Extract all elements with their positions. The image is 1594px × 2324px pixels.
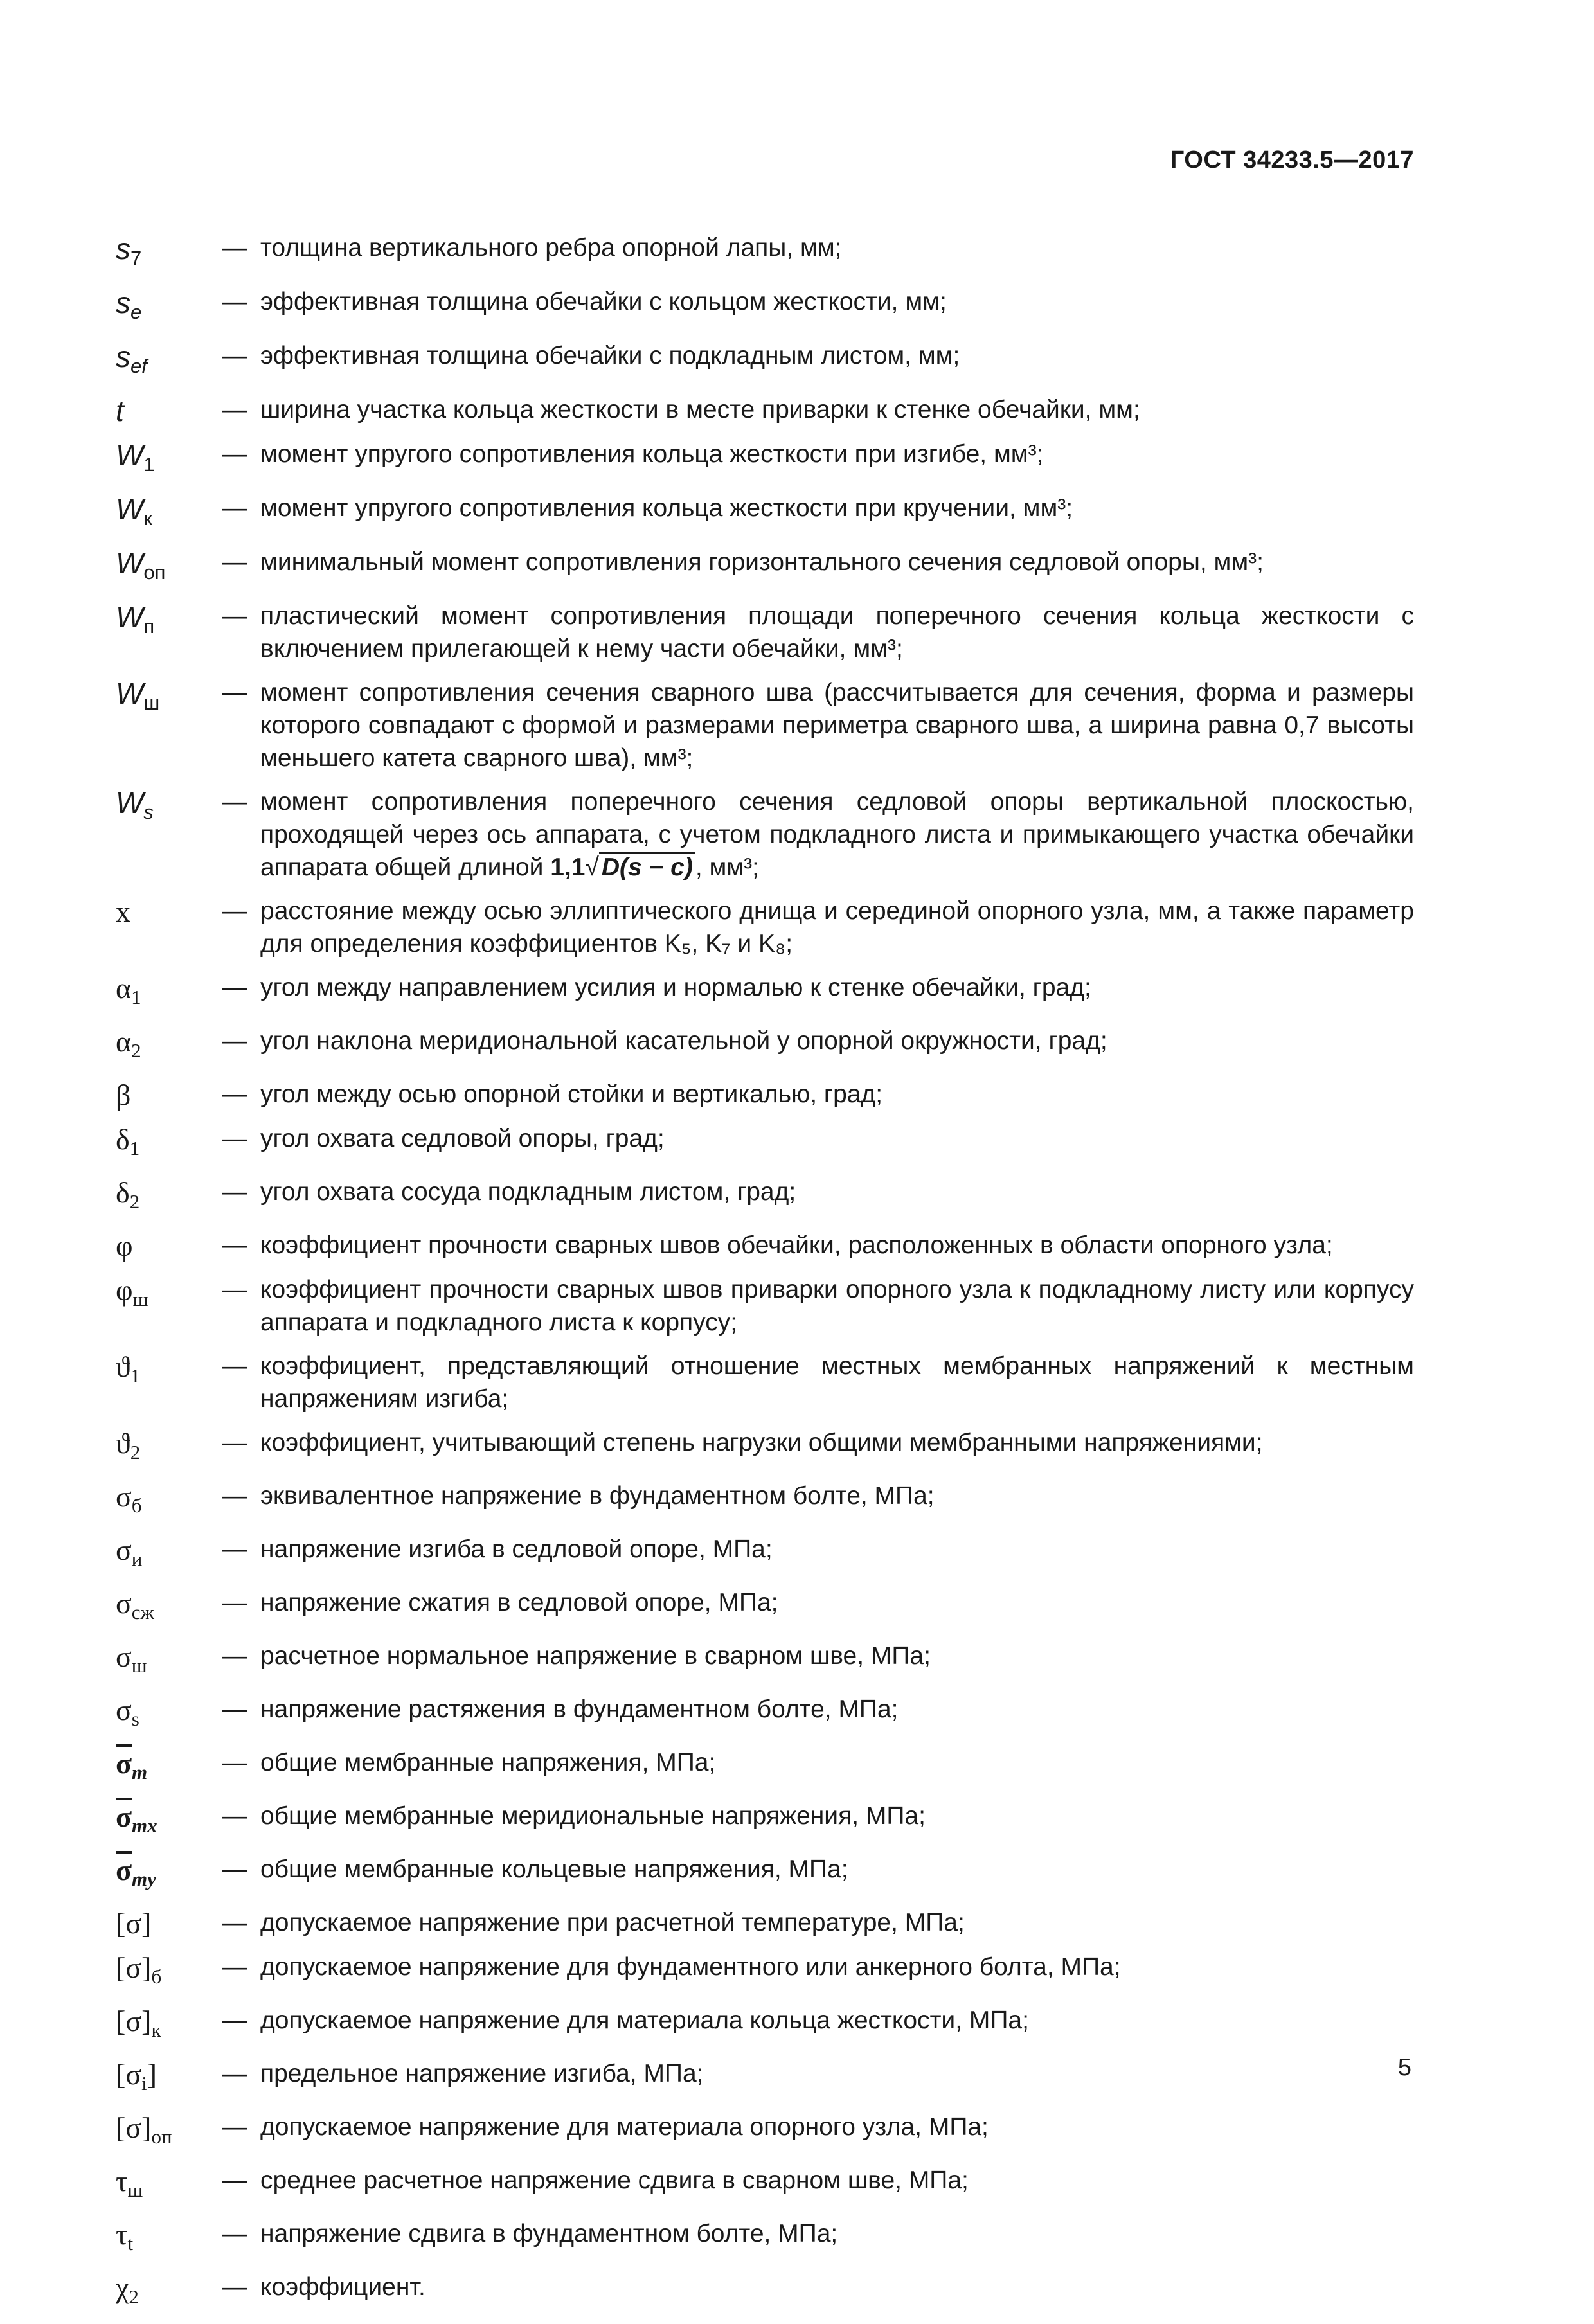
definition-dash: —: [222, 1909, 247, 1936]
symbol-main: W: [116, 546, 144, 580]
definition-text-main: угол наклона меридиональной касательной у опорной окружности, град;: [260, 1027, 1107, 1055]
symbol-main: W: [116, 438, 144, 472]
symbol-main: τ: [116, 2165, 128, 2197]
definition-text: [260, 1533, 1414, 1566]
definition-dash: —: [222, 602, 247, 630]
definition-text-main: напряжение сдвига в фундаментном болте, МПа;: [260, 2220, 838, 2248]
definition-row: [116, 1533, 1414, 1575]
definition-dash: —: [222, 1027, 247, 1055]
symbol-subscript: ш: [131, 1654, 147, 1677]
definition-text-tail: , мм³;: [695, 854, 759, 881]
definition-dash: —: [222, 2113, 247, 2141]
symbol: [116, 1586, 222, 1629]
definition-row: [116, 600, 1414, 665]
symbol-subscript: 7: [130, 247, 142, 269]
definition-dash: —: [222, 1695, 247, 1723]
symbol-subscript: i: [141, 2072, 147, 2095]
definition-text-main: расстояние между осью эллиптического днища и серединой опорного узла, мм, а также параметр для определения коэффициентов K₅, K₇ и K₈;: [260, 897, 1414, 958]
symbol: [116, 1229, 222, 1262]
definition-text: [260, 2057, 1414, 2090]
definition-dash: —: [222, 2273, 247, 2301]
definition-dash: —: [222, 897, 247, 925]
definition-text: [260, 600, 1414, 665]
symbol: [116, 492, 222, 535]
definition-text: [260, 895, 1414, 960]
definition-text: [260, 1800, 1414, 1832]
symbol-subscript: оп: [151, 2125, 172, 2148]
symbol-main: [σ]: [116, 1907, 152, 1940]
symbol: [116, 1906, 222, 1940]
definition-row: [116, 2057, 1414, 2100]
definition-row: [116, 1273, 1414, 1339]
definition-text-main: момент сопротивления поперечного сечения седловой опоры вертикальной плоскостью, проходящей через ось аппарата, с учетом подкладного листа и примыкающего участка обечайки аппарата общей длиной: [260, 788, 1414, 881]
definition-dash: —: [222, 1125, 247, 1152]
symbol-main: [σ]: [116, 1951, 152, 1984]
definition-row: [116, 971, 1414, 1014]
symbol-main: σ: [116, 1533, 132, 1566]
definition-dash: —: [222, 2060, 247, 2087]
definition-text: [260, 1951, 1414, 1983]
definition-dash: —: [222, 548, 247, 576]
definition-text-main: коэффициент.: [260, 2273, 425, 2301]
symbol-main: W: [116, 600, 144, 634]
symbol-subscript: оп: [143, 561, 166, 584]
symbol: [116, 1951, 222, 1993]
definition-text: [260, 1122, 1414, 1155]
definition-dash: —: [222, 1231, 247, 1259]
symbol-subscript: сж: [131, 1601, 154, 1623]
symbol: [116, 895, 222, 928]
definition-text-main: эквивалентное напряжение в фундаментном болте, МПа;: [260, 1482, 935, 1510]
definition-text-main: момент упругого сопротивления кольца жесткости при изгибе, мм³;: [260, 440, 1044, 468]
definition-row: [116, 393, 1414, 427]
symbol-main: φ: [116, 1229, 133, 1262]
definition-dash: —: [222, 440, 247, 468]
symbol-subscript: mx: [132, 1814, 157, 1837]
definition-row: [116, 2271, 1414, 2313]
symbol-main: σ: [116, 1640, 132, 1673]
formula-coefficient: 1,1: [550, 854, 586, 881]
definition-dash: —: [222, 1802, 247, 1830]
definition-text: [260, 1229, 1414, 1262]
definition-row: [116, 492, 1414, 535]
symbol-main: t: [116, 394, 124, 427]
symbol: [116, 1426, 222, 1469]
definition-text: [260, 438, 1414, 470]
definition-text: [260, 393, 1414, 426]
definition-text: [260, 971, 1414, 1004]
page-number: 5: [1397, 2054, 1411, 2081]
definition-row: [116, 895, 1414, 960]
definition-text-main: допускаемое напряжение для материала опорного узла, МПа;: [260, 2113, 989, 2141]
symbol-main: $\overline{\sigma}$: [116, 1747, 132, 1780]
definition-text-main: напряжение сжатия в седловой опоре, МПа;: [260, 1589, 778, 1616]
definition-dash: —: [222, 342, 247, 370]
symbol-subscript: ef: [130, 355, 147, 377]
symbol-subscript: к: [151, 2019, 161, 2041]
symbol-subscript: п: [143, 615, 155, 638]
symbol: [116, 2004, 222, 2046]
symbol: [116, 785, 222, 828]
definition-text: [260, 1078, 1414, 1111]
symbol-main: δ: [116, 1176, 130, 1209]
symbol-main: β: [116, 1078, 131, 1111]
definition-text-main: общие мембранные кольцевые напряжения, МПа;: [260, 1855, 848, 1883]
definition-text-main: общие мембранные напряжения, МПа;: [260, 1749, 716, 1776]
symbol: [116, 1479, 222, 1522]
definition-row: [116, 339, 1414, 382]
definition-text: [260, 285, 1414, 318]
symbol-subscript: 1: [143, 453, 155, 476]
definition-text-main: коэффициент, представляющий отношение местных мембранных напряжений к местным напряжениям изгиба;: [260, 1352, 1414, 1413]
symbol-main: χ: [116, 2271, 129, 2304]
definition-text: [260, 1586, 1414, 1619]
definition-row: [116, 785, 1414, 884]
symbol-main: $\overline{\sigma}$: [116, 1854, 132, 1886]
symbol-subscript: и: [131, 1548, 143, 1570]
definition-text-main: толщина вертикального ребра опорной лапы, мм;: [260, 234, 842, 262]
formula-radicand: D(s − c): [599, 852, 695, 881]
symbol-main: W: [116, 677, 144, 710]
definition-text: [260, 2271, 1414, 2303]
symbol-main: x: [116, 895, 130, 928]
definition-dash: —: [222, 679, 247, 706]
definition-dash: —: [222, 288, 247, 316]
symbol: [116, 1640, 222, 1682]
definitions-list: [116, 231, 1414, 2324]
definition-dash: —: [222, 1535, 247, 1563]
symbol: [116, 438, 222, 481]
definition-text: [260, 1479, 1414, 1512]
symbol-main: ϑ: [116, 1350, 130, 1383]
symbol: [116, 285, 222, 328]
symbol-subscript: 2: [131, 1039, 141, 1062]
definition-text-main: угол охвата седловой опоры, град;: [260, 1125, 665, 1152]
definition-text: [260, 676, 1414, 774]
symbol-subscript: 2: [129, 2285, 139, 2308]
symbol-subscript: б: [131, 1494, 142, 1517]
symbol-main: α: [116, 1025, 132, 1058]
definition-text-main: эффективная толщина обечайки с кольцом жесткости, мм;: [260, 288, 947, 316]
symbol: [116, 393, 222, 427]
definition-row: [116, 1175, 1414, 1218]
symbol: [116, 1122, 222, 1165]
definition-row: [116, 1586, 1414, 1629]
symbol-main: [σ]: [116, 2111, 152, 2144]
symbol-main: φ: [116, 1274, 133, 1307]
symbol-subscript: e: [130, 301, 142, 323]
definition-dash: —: [222, 1953, 247, 1981]
symbol-main: σ: [116, 1587, 132, 1620]
definition-text: [260, 1426, 1414, 1459]
definition-text-main: расчетное нормальное напряжение в сварном шве, МПа;: [260, 1642, 931, 1670]
symbol-main: ϑ: [116, 1427, 130, 1460]
definition-text-main: угол между осью опорной стойки и вертикалью, град;: [260, 1080, 883, 1108]
definition-text: [260, 1906, 1414, 1939]
symbol-main: [σ]: [116, 2005, 152, 2037]
definition-row: [116, 1800, 1414, 1842]
symbol: [116, 1078, 222, 1111]
definition-row: [116, 285, 1414, 328]
definition-text-main: напряжение растяжения в фундаментном болте, МПа;: [260, 1695, 899, 1723]
symbol: [116, 2271, 222, 2313]
definition-text: [260, 2004, 1414, 2037]
symbol-main: σ: [116, 1480, 132, 1513]
definition-row: [116, 1479, 1414, 1522]
symbol: [116, 1800, 222, 1842]
symbol-subscript: t: [127, 2232, 134, 2255]
formula: [550, 852, 695, 881]
definition-text-main: общие мембранные меридиональные напряжения, МПа;: [260, 1802, 926, 1830]
definition-text: [260, 785, 1414, 884]
symbol: [116, 231, 222, 274]
definition-text: [260, 2217, 1414, 2250]
symbol: [116, 2057, 222, 2100]
definition-text: [260, 1853, 1414, 1886]
definition-row: [116, 1229, 1414, 1262]
definition-text-main: предельное напряжение изгиба, МПа;: [260, 2060, 704, 2087]
symbol-main: s: [116, 286, 130, 319]
symbol: [116, 1175, 222, 1218]
symbol-main: σ: [116, 1694, 132, 1726]
definition-text: [260, 1640, 1414, 1672]
definition-dash: —: [222, 234, 247, 262]
definition-text-main: ширина участка кольца жесткости в месте приварки к стенке обечайки, мм;: [260, 396, 1140, 424]
symbol-subscript: m: [132, 1761, 148, 1783]
symbol-subscript: к: [143, 507, 152, 530]
definition-dash: —: [222, 1276, 247, 1303]
definition-row: [116, 1951, 1414, 1993]
symbol-subscript: s: [131, 1708, 139, 1730]
definition-text: [260, 1024, 1414, 1057]
definition-text-main: угол между направлением усилия и нормалью к стенке обечайки, град;: [260, 974, 1091, 1001]
symbol-subscript: 1: [131, 986, 141, 1008]
definition-row: [116, 1693, 1414, 1735]
definition-dash: —: [222, 1352, 247, 1380]
definition-text: [260, 492, 1414, 524]
definition-dash: —: [222, 1642, 247, 1670]
definition-row: [116, 1906, 1414, 1940]
definition-dash: —: [222, 1749, 247, 1776]
definition-row: [116, 438, 1414, 481]
definition-text-main: среднее расчетное напряжение сдвига в сварном шве, МПа;: [260, 2167, 969, 2194]
symbol: [116, 971, 222, 1014]
symbol: [116, 1746, 222, 1789]
definition-text: [260, 339, 1414, 372]
definition-text: [260, 2111, 1414, 2143]
definition-dash: —: [222, 494, 247, 522]
definition-dash: —: [222, 974, 247, 1001]
symbol: [116, 1853, 222, 1895]
definition-dash: —: [222, 396, 247, 424]
symbol: [116, 546, 222, 589]
symbol: [116, 2217, 222, 2260]
definition-row: [116, 2217, 1414, 2260]
definition-dash: —: [222, 2220, 247, 2248]
definition-row: [116, 1426, 1414, 1469]
definition-text-main: коэффициент прочности сварных швов обечайки, расположенных в области опорного узла;: [260, 1231, 1333, 1259]
symbol: [116, 676, 222, 719]
definition-text-main: коэффициент, учитывающий степень нагрузки общими мембранными напряжениями;: [260, 1429, 1263, 1456]
symbol: [116, 1350, 222, 1392]
symbol-subscript: ш: [127, 2179, 143, 2201]
definition-row: [116, 1024, 1414, 1067]
symbol-subscript: ш: [143, 692, 160, 714]
symbol: [116, 1693, 222, 1735]
symbol-main: W: [116, 786, 144, 819]
definition-dash: —: [222, 1178, 247, 1206]
definition-row: [116, 2004, 1414, 2046]
definition-row: [116, 2111, 1414, 2153]
definition-text-main: момент упругого сопротивления кольца жесткости при кручении, мм³;: [260, 494, 1073, 522]
definition-text-main: минимальный момент сопротивления горизонтального сечения седловой опоры, мм³;: [260, 548, 1264, 576]
symbol: [116, 1273, 222, 1316]
symbol-subscript: 1: [130, 1364, 141, 1387]
symbol-subscript: ш: [132, 1288, 148, 1310]
definition-dash: —: [222, 2007, 247, 2034]
definition-row: [116, 1853, 1414, 1895]
definition-text-main: напряжение изгиба в седловой опоре, МПа;: [260, 1535, 773, 1563]
definition-text: [260, 2164, 1414, 2197]
symbol-subscript: 2: [129, 1190, 140, 1213]
symbol-main: α: [116, 972, 132, 1005]
definition-row: [116, 546, 1414, 589]
symbol-subscript: 2: [130, 1441, 141, 1463]
symbol: [116, 600, 222, 643]
definition-row: [116, 1122, 1414, 1165]
symbol-subscript: my: [132, 1868, 156, 1890]
definition-dash: —: [222, 1080, 247, 1108]
definition-dash: —: [222, 1482, 247, 1510]
definition-text-main: момент сопротивления сечения сварного шва (рассчитывается для сечения, форма и размеры которого совпадают с формой и размерами периметра сварного шва, а ширина равна 0,7 высоты меньшего катета сварного шва), мм³;: [260, 679, 1414, 772]
symbol: [116, 1024, 222, 1067]
definition-text: [260, 1175, 1414, 1208]
definition-dash: —: [222, 1855, 247, 1883]
symbol-subscript: б: [151, 1965, 162, 1988]
definition-text: [260, 1350, 1414, 1415]
symbol: [116, 2164, 222, 2206]
definition-text-main: допускаемое напряжение для материала кольца жесткости, МПа;: [260, 2007, 1029, 2034]
definition-dash: —: [222, 788, 247, 816]
symbol-main: s: [116, 232, 130, 265]
definition-text-main: допускаемое напряжение для фундаментного или анкерного болта, МПа;: [260, 1953, 1121, 1981]
definition-text: [260, 231, 1414, 264]
document-header: ГОСТ 34233.5—2017: [1170, 147, 1414, 174]
symbol-close-bracket: ]: [147, 2058, 157, 2091]
definition-row: [116, 1078, 1414, 1111]
symbol-main: τ: [116, 2218, 128, 2251]
symbol: [116, 1533, 222, 1575]
definition-row: [116, 676, 1414, 774]
symbol-subscript: s: [143, 801, 154, 823]
definition-dash: —: [222, 1429, 247, 1456]
symbol-main: s: [116, 340, 130, 373]
symbol-main: [σ: [116, 2058, 142, 2091]
symbol-main: W: [116, 492, 144, 526]
definition-text-main: пластический момент сопротивления площади поперечного сечения кольца жесткости с включением прилегающей к нему части обечайки, мм³;: [260, 602, 1414, 663]
definition-text: [260, 546, 1414, 578]
definition-text-main: коэффициент прочности сварных швов приварки опорного узла к подкладному листу или корпусу аппарата и подкладного листа к корпусу;: [260, 1276, 1414, 1336]
definition-row: [116, 1746, 1414, 1789]
definition-row: [116, 1350, 1414, 1415]
definition-row: [116, 231, 1414, 274]
sqrt-sign: √: [585, 854, 599, 881]
definition-dash: —: [222, 2167, 247, 2194]
definition-text-main: эффективная толщина обечайки с подкладным листом, мм;: [260, 342, 960, 370]
definition-text: [260, 1746, 1414, 1779]
definition-dash: —: [222, 1589, 247, 1616]
symbol: [116, 2111, 222, 2153]
symbol-main: $\overline{\sigma}$: [116, 1800, 132, 1833]
definition-row: [116, 1640, 1414, 1682]
definition-text-main: допускаемое напряжение при расчетной температуре, МПа;: [260, 1909, 965, 1936]
definition-row: [116, 2164, 1414, 2206]
symbol-subscript: 1: [129, 1137, 140, 1159]
definition-text: [260, 1273, 1414, 1339]
definition-text: [260, 1693, 1414, 1726]
symbol: [116, 339, 222, 382]
definition-text-main: угол охвата сосуда подкладным листом, град;: [260, 1178, 796, 1206]
symbol-main: δ: [116, 1123, 130, 1156]
